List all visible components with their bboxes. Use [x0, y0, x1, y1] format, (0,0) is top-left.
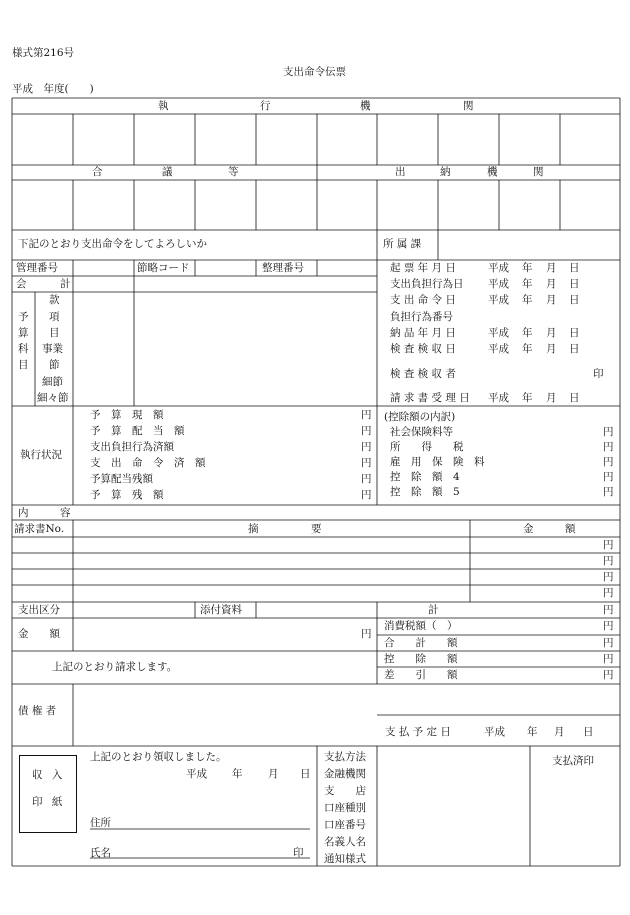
- summary-header: 摘 要: [248, 523, 322, 535]
- expense-type-label: 支出区分: [18, 604, 60, 616]
- invoice-no-header: 請求書No.: [14, 523, 65, 535]
- scheduled-month: 月: [554, 726, 565, 738]
- date-month-1: 月: [546, 262, 557, 274]
- date-era-3: 平成: [488, 294, 509, 306]
- creditor-label: 債 権 者: [18, 705, 57, 717]
- date-month-6: 月: [546, 392, 557, 404]
- consultation-label-2: 議: [162, 166, 173, 178]
- net-amount-yen: 円: [603, 669, 614, 681]
- execution-label-2: 行: [260, 100, 271, 112]
- net-amount-label: 差 引 額: [384, 669, 458, 681]
- status-budget-remaining: 予 算 残 額: [90, 489, 164, 501]
- payment-method-label: 支払方法: [324, 751, 366, 763]
- status-yen-5: 円: [361, 473, 372, 485]
- amount-label: 金 額: [18, 628, 60, 640]
- name-seal: 印: [293, 847, 304, 859]
- date-year-6: 年: [522, 392, 533, 404]
- management-no-label: 管理番号: [16, 262, 58, 274]
- inspector-seal: 印: [593, 368, 604, 380]
- date-day-4: 日: [569, 327, 580, 339]
- status-budget-allocated: 予 算 配 当 額: [90, 425, 185, 437]
- status-budget-current: 予 算 現 額: [90, 409, 164, 421]
- revenue-stamp-box: [19, 755, 77, 833]
- date-era-1: 平成: [488, 262, 509, 274]
- deduction-total-label: 控 除 額: [384, 653, 458, 665]
- budget-side-4: 目: [18, 359, 29, 371]
- content-label-1: 内: [18, 507, 29, 519]
- received-day: 日: [300, 768, 311, 780]
- budget-row-saisetsu: 細節: [42, 376, 63, 388]
- account-type-label: 口座種別: [324, 802, 366, 814]
- amount-yen: 円: [361, 628, 372, 640]
- order-date-label: 支 出 命 令 日: [390, 294, 456, 306]
- consumption-tax-yen: 円: [603, 620, 614, 632]
- deduction-yen-2: 円: [603, 441, 614, 453]
- treasury-label-1: 出: [395, 166, 406, 178]
- notice-form-label: 通知様式: [324, 853, 366, 865]
- status-yen-2: 円: [361, 425, 372, 437]
- invoice-received-label: 請 求 書 受 理 日: [390, 392, 470, 404]
- total-yen: 円: [603, 604, 614, 616]
- date-day-2: 日: [569, 278, 580, 290]
- serial-no-label: 整理番号: [262, 262, 304, 274]
- status-yen-6: 円: [361, 489, 372, 501]
- consultation-label-1: 合: [92, 166, 103, 178]
- scheduled-day: 日: [583, 726, 594, 738]
- deduction-income-tax: 所 得 税: [390, 441, 464, 453]
- budget-row-kan: 款: [49, 294, 60, 306]
- content-label-2: 容: [60, 507, 71, 519]
- amount-header: 金 額: [523, 523, 576, 535]
- deduction-yen-1: 円: [603, 426, 614, 438]
- deduction-total-yen: 円: [603, 653, 614, 665]
- date-month-4: 月: [546, 327, 557, 339]
- date-year-3: 年: [522, 294, 533, 306]
- date-year-5: 年: [522, 343, 533, 355]
- budget-row-project: 事業: [42, 343, 63, 355]
- date-era-5: 平成: [488, 343, 509, 355]
- deduction-4: 控 除 額 4: [390, 471, 460, 483]
- status-order-done: 支 出 命 令 済 額: [90, 457, 206, 469]
- deduction-yen-5: 円: [603, 486, 614, 498]
- deduction-employment-insurance: 雇 用 保 険 料: [390, 456, 485, 468]
- treasury-label-3: 機: [487, 166, 498, 178]
- date-day-1: 日: [569, 262, 580, 274]
- budget-side-3: 科: [18, 343, 29, 355]
- delivery-date-label: 納 品 年 月 日: [390, 327, 456, 339]
- department-label: 所 属 課: [383, 238, 422, 250]
- accounting-label-1: 会: [16, 278, 27, 290]
- received-month: 月: [268, 768, 279, 780]
- request-statement: 上記のとおり請求します。: [52, 661, 178, 673]
- budget-row-moku: 目: [49, 327, 60, 339]
- fiscal-year-label: 平成 年度( ): [12, 83, 94, 95]
- received-era: 平成: [186, 768, 207, 780]
- deduction-yen-3: 円: [603, 456, 614, 468]
- scheduled-era: 平成: [484, 726, 505, 738]
- burden-act-no-label: 負担行為番号: [390, 311, 453, 323]
- consultation-label-3: 等: [228, 166, 239, 178]
- grand-total-label: 合 計 額: [384, 637, 458, 649]
- date-month-5: 月: [546, 343, 557, 355]
- received-year: 年: [232, 768, 243, 780]
- address-label: 住所: [90, 817, 111, 829]
- line-yen-4: 円: [603, 587, 614, 599]
- inspection-date-label: 検 査 検 収 日: [390, 343, 456, 355]
- deductions-title: (控除額の内訳): [384, 411, 456, 423]
- name-label: 氏名: [90, 847, 111, 859]
- execution-label-3: 機: [360, 100, 371, 112]
- status-yen-1: 円: [361, 409, 372, 421]
- abbrev-code-label: 節略コード: [137, 262, 190, 274]
- consumption-tax-label: 消費税額（ ）: [384, 620, 458, 632]
- line-yen-3: 円: [603, 571, 614, 583]
- date-year-4: 年: [522, 327, 533, 339]
- treasury-label-4: 関: [533, 166, 544, 178]
- form-number: 様式第216号: [12, 47, 75, 59]
- date-month-3: 月: [546, 294, 557, 306]
- account-no-label: 口座番号: [324, 819, 366, 831]
- date-era-6: 平成: [488, 392, 509, 404]
- line-yen-2: 円: [603, 555, 614, 567]
- date-era-4: 平成: [488, 327, 509, 339]
- execution-label-4: 関: [463, 100, 474, 112]
- deduction-yen-4: 円: [603, 471, 614, 483]
- revenue-stamp-label-1: 収 入: [32, 769, 66, 781]
- request-text: 下記のとおり支出命令をしてよろしいか: [18, 238, 207, 250]
- burden-act-date-label: 支出負担行為日: [390, 278, 464, 290]
- budget-row-saisaisetsu: 細々節: [37, 392, 69, 404]
- scheduled-year: 年: [527, 726, 538, 738]
- execution-label-1: 執: [158, 100, 169, 112]
- bank-label: 金融機関: [324, 768, 366, 780]
- deduction-social-insurance: 社会保険料等: [390, 426, 453, 438]
- date-year-2: 年: [522, 278, 533, 290]
- date-year-1: 年: [522, 262, 533, 274]
- accounting-label-2: 計: [60, 278, 71, 290]
- status-allocation-remaining: 予算配当残額: [90, 473, 153, 485]
- date-day-6: 日: [569, 392, 580, 404]
- treasury-label-2: 納: [440, 166, 451, 178]
- branch-label: 支 店: [324, 785, 366, 797]
- account-holder-label: 名義人名: [324, 836, 366, 848]
- received-statement: 上記のとおり領収しました。: [90, 751, 227, 763]
- inspector-label: 検 査 検 収 者: [390, 368, 456, 380]
- budget-row-kou: 項: [49, 311, 60, 323]
- page-title: 支出命令伝票: [283, 66, 346, 78]
- date-month-2: 月: [546, 278, 557, 290]
- execution-status-label: 執行状況: [20, 449, 62, 461]
- deduction-5: 控 除 額 5: [390, 486, 460, 498]
- budget-row-setsu: 節: [49, 359, 60, 371]
- line-yen-1: 円: [603, 539, 614, 551]
- status-yen-4: 円: [361, 457, 372, 469]
- total-label: 計: [428, 604, 439, 616]
- paid-stamp-label: 支払済印: [552, 755, 594, 767]
- date-day-3: 日: [569, 294, 580, 306]
- slip-date-label: 起 票 年 月 日: [390, 262, 456, 274]
- date-day-5: 日: [569, 343, 580, 355]
- scheduled-date-label: 支 払 予 定 日: [385, 726, 451, 738]
- status-burden-done: 支出負担行為済額: [90, 441, 174, 453]
- attachment-label: 添付資料: [200, 604, 242, 616]
- budget-side-2: 算: [18, 327, 29, 339]
- date-era-2: 平成: [488, 278, 509, 290]
- budget-side-1: 予: [18, 311, 29, 323]
- status-yen-3: 円: [361, 441, 372, 453]
- revenue-stamp-label-2: 印 紙: [32, 796, 66, 808]
- grand-total-yen: 円: [603, 637, 614, 649]
